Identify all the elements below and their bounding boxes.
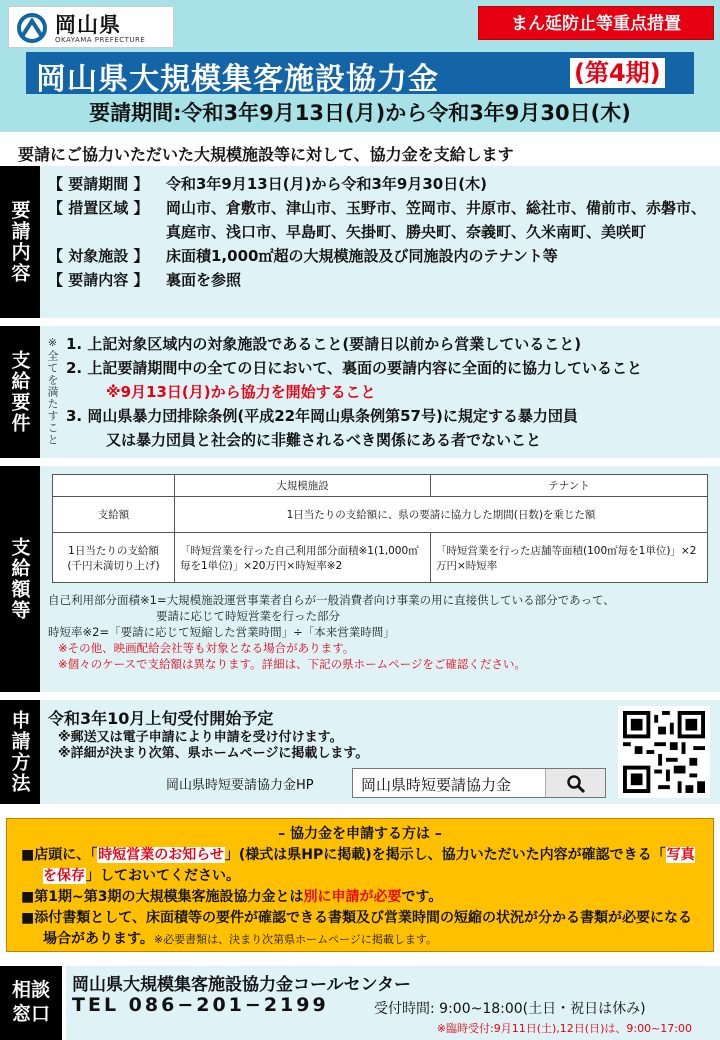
header [0,0,720,132]
col-tenant: テナント [431,475,708,497]
table-row [53,497,708,533]
prefecture-logo [8,6,174,48]
request-section-label: 要請内容 [0,166,40,318]
request-row-period: 【 要請期間 】 令和3年9月13日(月)から令和3年9月30日(木) [48,175,487,193]
phone-number[interactable]: TEL 086−201−2199 [72,994,329,1016]
request-row-area: 【 措置区域 】 岡山市、倉敷市、津山市、玉野市、笠岡市、井原市、総社市、備前市、赤磐市、真庭市、浅口市、早島町、矢掛町、勝央町、奈義町、久米南町、美咲町 [48,199,707,241]
row-amount-value: 1日当たりの支給額に、県の要請に協力した期間(日数)を乗じた額 [175,497,708,533]
contact-section-label: 相談 窓口 [0,966,62,1040]
col-large-facility: 大規模施設 [175,475,431,497]
application-notice [6,818,714,952]
intro-text: 要請にご協力いただいた大規模施設等に対して、協力金を支給します [18,145,514,164]
apply-notes: ※郵送又は電子申請により申請を受け付けます。 ※詳細が決まり次第、県ホームページに掲載します。 [58,730,369,761]
notice-list [21,845,705,950]
amount-notes: 自己利用部分面積※1=大規模施設運営事業者自らが一般消費者向け事業の用に直接供している部分であって、 要請に応じて時短営業を行った部分 時短率※2=「要請に応じて短縮した営業時間」÷「本来営業時間」 ※その他、映画配給会社等も対象となる場合があります。 ※個々のケースで支給額は異なります。詳細は、下記の県ホームページをご確認ください。 [48,593,615,671]
requirement-3a: 3. 岡山県暴力団排除条例(平成22年岡山県条例第57号)に規定する暴力団員 [66,407,578,425]
notice-item-2: ■第1期~第3期の大規模集客施設協力金とは別に申請が必要です。 [21,889,443,905]
page-title: 岡山県大規模集客施設協力金 [36,62,439,97]
prefecture-emblem-icon [17,13,47,43]
qr-code-icon [623,711,705,793]
qr-code[interactable] [618,706,710,798]
requirements-section-label: 支給要件 [0,326,40,458]
contact-section [0,966,720,1040]
call-center-name: 岡山県大規模集客施設協力金コールセンター [72,975,411,995]
requirements-list [66,332,642,452]
amount-section [0,466,720,692]
notice-item-1: ■店頭に、「時短営業のお知らせ」(様式は県HPに掲載)を掲示し、協力いただいた内容が確認できる「写真を保存」しておいてください。 [21,847,695,884]
apply-section-label: 申請方法 [0,700,40,804]
amount-table [52,474,708,583]
notice-item-3: ■添付書類として、床面積等の要件が確認できる書類及び営業時間の短縮の状況が分かる書類が必要になる場合があります。※必要書類は、決まり次第県ホームページに掲載します。 [21,910,692,947]
table-header-row [53,475,708,497]
contact-body [66,966,720,1040]
logo-name: 岡山県 [55,13,121,37]
requirement-1: 1. 上記対象区域内の対象施設であること(要請日以前から営業していること) [66,335,582,353]
priority-measures-badge: まん延防止等重点措置 [478,6,714,40]
table-row [53,533,708,583]
temporary-reception-note: ※臨時受付:9月11日(土),12日(日)は、9:00~17:00 [436,1022,692,1035]
row-daily-label: 1日当たりの支給額 (千円未満切り上げ) [53,533,175,583]
amount-section-label: 支給額等 [0,466,40,692]
row-amount-label: 支給額 [53,497,175,533]
search-input-value: 岡山県時短要請協力金 [361,776,512,794]
requirements-side-note: ※全てを満たすこと [46,336,59,446]
requirement-2-note: ※9月13日(月)から協力を開始すること [106,383,376,401]
request-section [0,166,720,318]
requirements-section [0,326,720,458]
phase-label: (第4期) [570,58,665,88]
search-button[interactable] [545,769,605,797]
apply-start-title: 令和3年10月上旬受付開始予定 [48,709,274,728]
row-daily-tenant: 「時短営業を行った店舗等面積(100㎡毎を1単位)」×2万円×時短率 [431,533,708,583]
request-rows [48,172,706,292]
search-input[interactable] [352,768,606,798]
title-bar [26,52,694,97]
logo-subtitle: OKAYAMA PREFECTURE [55,36,146,44]
request-row-facility: 【 対象施設 】 床面積1,000㎡超の大規模施設及び同施設内のテナント等 [48,247,558,265]
hp-label: 岡山県時短要請協力金HP [166,778,314,793]
requirement-2: 2. 上記要請期間中の全ての日において、裏面の要請内容に全面的に協力していること [66,359,643,377]
search-icon [566,774,586,794]
requirement-3b: 又は暴力団員と社会的に非難されるべき関係にある者でないこと [106,431,542,449]
request-period-heading: 要請期間:令和3年9月13日(月)から令和3年9月30日(木) [89,101,631,125]
apply-section [0,700,720,804]
notice-title: – 協力金を申請する方は – [278,826,442,842]
request-row-content: 【 要請内容 】 裏面を参照 [48,271,242,289]
row-daily-large: 「時短営業を行った自己利用部分面積※1(1,000㎡毎を1単位)」×20万円×時短率※2 [175,533,431,583]
reception-hours: 受付時間: 9:00~18:00(土日・祝日は休み) [374,1001,646,1017]
